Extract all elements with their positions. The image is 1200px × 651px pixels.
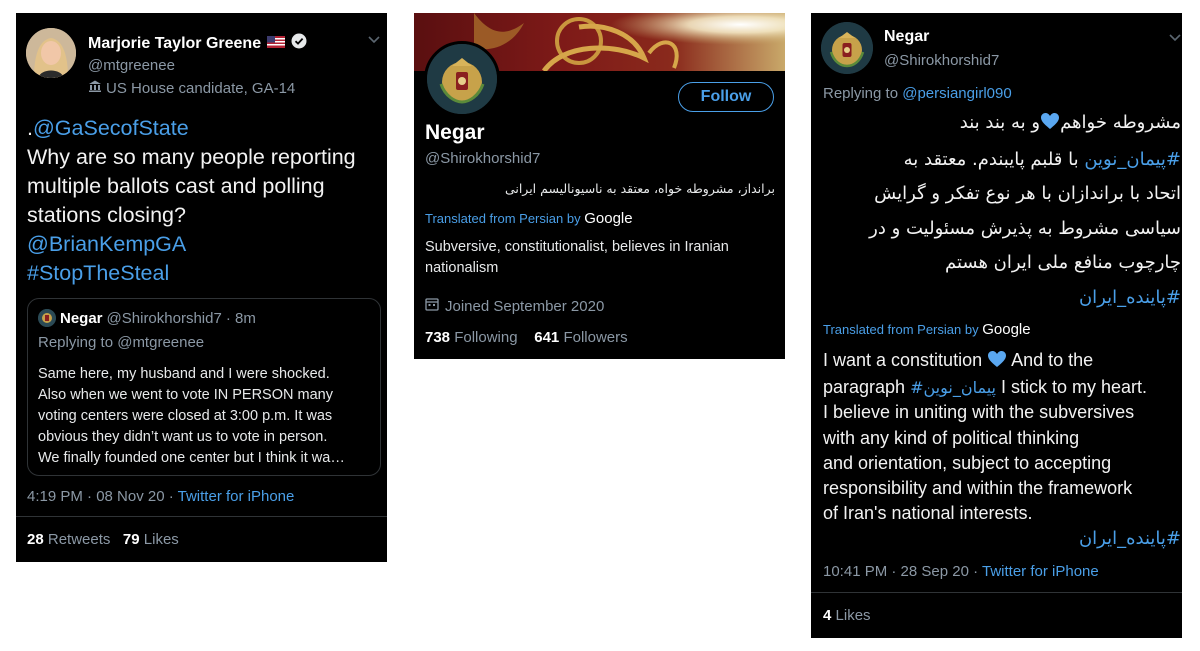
tweet-source[interactable]: Twitter for iPhone: [177, 488, 295, 505]
hashtag-link[interactable]: #پیمان_نوین: [1084, 148, 1181, 170]
profile-bio-persian: [425, 181, 775, 196]
chevron-down-icon[interactable]: [367, 33, 381, 45]
likes-label[interactable]: Likes: [143, 531, 179, 548]
quoted-author-avatar: [38, 309, 56, 327]
followers-label[interactable]: Followers: [563, 329, 628, 346]
fa-text: و به بند بند: [959, 112, 1041, 133]
en-text: and orientation, subject to accepting: [823, 452, 1112, 473]
likes-label[interactable]: Likes: [835, 607, 871, 624]
quoted-time: · 8m: [225, 309, 256, 327]
replying-to: [823, 85, 1012, 102]
divider: [811, 592, 1182, 593]
tweet-card-negar: [811, 13, 1182, 638]
author-name-row[interactable]: [88, 33, 307, 54]
quoted-tweet-header: [38, 309, 256, 327]
divider: [16, 516, 387, 517]
tweet-meta: [823, 563, 1099, 580]
fa-text: مشروطه خواهم: [1060, 112, 1181, 133]
government-building-icon: [88, 79, 102, 97]
author-handle[interactable]: @mtgreenee: [88, 57, 175, 74]
translated-label[interactable]: Translated from Persian by: [425, 211, 581, 226]
quoted-line: voting centers were closed at 3:00 p.m. It was: [38, 408, 333, 424]
tweet-stats: [27, 531, 179, 548]
mention-link[interactable]: @GaSecofState: [32, 116, 189, 140]
tweet-meta: [27, 488, 294, 505]
tweet-text-translated: [823, 348, 1181, 526]
author-name[interactable]: Marjorie Taylor Greene: [88, 34, 262, 52]
tweet-line: Why are so many people reporting: [27, 145, 356, 169]
quoted-line: obvious they didn’t want us to vote in person.: [38, 429, 328, 445]
google-logo: Google: [982, 321, 1031, 338]
profile-bio-translated: Subversive, constitutionalist, believes in Iranian nationalism: [425, 239, 729, 276]
replying-to-link[interactable]: @persiangirl090: [902, 85, 1012, 102]
en-text: I stick to my heart.: [996, 377, 1148, 398]
account-label: [88, 79, 295, 97]
following-label[interactable]: Following: [454, 329, 518, 346]
translation-attribution[interactable]: [823, 321, 1031, 338]
author-avatar[interactable]: [26, 28, 76, 78]
profile-avatar[interactable]: [424, 41, 500, 117]
fa-text: سیاسی مشروط به پذیرش مسئولیت و در: [869, 217, 1181, 239]
retweets-label[interactable]: Retweets: [47, 531, 111, 548]
following-count[interactable]: 738: [425, 329, 451, 346]
flag-us-icon: [267, 35, 285, 53]
account-label-text: US House candidate, GA-14: [106, 79, 296, 97]
profile-bio-persian-text: برانداز، مشروطه خواه، معتقد به ناسیونالیسم ایرانی: [504, 181, 775, 196]
tweet-text: [27, 114, 379, 288]
quoted-tweet-text: [38, 364, 378, 469]
follow-button[interactable]: Follow: [678, 82, 774, 112]
verified-badge-icon: [291, 33, 307, 54]
quoted-replying-to: Replying to @mtgreenee: [38, 334, 205, 351]
author-name[interactable]: Negar: [884, 28, 930, 45]
hashtag-link[interactable]: #StopTheSteal: [27, 261, 170, 285]
likes-count[interactable]: 79: [122, 531, 140, 548]
fa-text: چارچوب منافع ملی ایران هستم: [944, 252, 1181, 273]
tweet-text-persian: [823, 106, 1181, 315]
author-handle[interactable]: @Shirokhorshid7: [884, 52, 1000, 69]
en-text: with any kind of political thinking: [823, 427, 1080, 448]
hashtag-link[interactable]: #پاینده_ایران: [1078, 286, 1181, 308]
fa-text: اتحاد با براندازان با هر نوع تفکر و گرایش: [874, 183, 1181, 204]
fa-text: با قلبم پایبندم. معتقد به: [903, 148, 1085, 170]
translated-label[interactable]: Translated from Persian by: [823, 322, 979, 337]
blue-heart-icon: [987, 350, 1007, 375]
google-logo: Google: [584, 210, 633, 227]
followers-count[interactable]: 641: [534, 329, 560, 346]
tweet-line: stations closing?: [27, 203, 186, 227]
profile-stats: [425, 329, 628, 346]
chevron-down-icon[interactable]: [1168, 31, 1182, 43]
tweet-timestamp[interactable]: 4:19 PM · 08 Nov 20 ·: [27, 488, 178, 505]
tweet-line: multiple ballots cast and polling: [27, 174, 325, 198]
quoted-author-handle: @Shirokhorshid7: [106, 309, 222, 327]
author-avatar[interactable]: [821, 22, 873, 74]
en-text: paragraph: [823, 377, 911, 398]
en-text: responsibility and within the framework: [823, 478, 1133, 499]
replying-prefix: Replying to: [823, 85, 903, 102]
quoted-tweet[interactable]: [27, 298, 381, 476]
profile-handle: @Shirokhorshid7: [425, 150, 541, 167]
blue-heart-icon: [1040, 108, 1060, 143]
joined-text: Joined September 2020: [445, 297, 605, 315]
tweet-timestamp[interactable]: 10:41 PM · 28 Sep 20 ·: [823, 563, 982, 580]
en-text: I believe in uniting with the subversives: [823, 402, 1135, 423]
profile-card-negar: [414, 13, 785, 359]
en-text: I want a constitution: [823, 350, 988, 370]
hashtag-link[interactable]: #پیمان_نوین: [910, 378, 996, 398]
translation-attribution[interactable]: [425, 210, 633, 227]
mention-link[interactable]: @BrianKempGA: [27, 232, 187, 256]
en-text: of Iran's national interests.: [823, 503, 1033, 524]
quoted-line: Same here, my husband and I were shocked.: [38, 366, 330, 382]
en-text: And to the: [1007, 350, 1094, 370]
tweet-source[interactable]: Twitter for iPhone: [982, 563, 1099, 580]
joined-date: [425, 297, 604, 315]
text-prefix: .: [27, 116, 33, 140]
quoted-line: We finally founded one center but I think it wa…: [38, 450, 345, 466]
calendar-icon: [425, 297, 439, 315]
tweet-stats: [823, 607, 871, 624]
tweet-card-mtg: [16, 13, 387, 562]
retweets-count[interactable]: 28: [27, 531, 44, 548]
profile-name: Negar: [425, 121, 485, 144]
likes-count[interactable]: 4: [823, 607, 832, 624]
quoted-line: Also when we went to vote IN PERSON many: [38, 387, 333, 403]
hashtag-link[interactable]: #پاینده_ایران: [1078, 528, 1181, 549]
quoted-author-name: Negar: [60, 309, 103, 327]
